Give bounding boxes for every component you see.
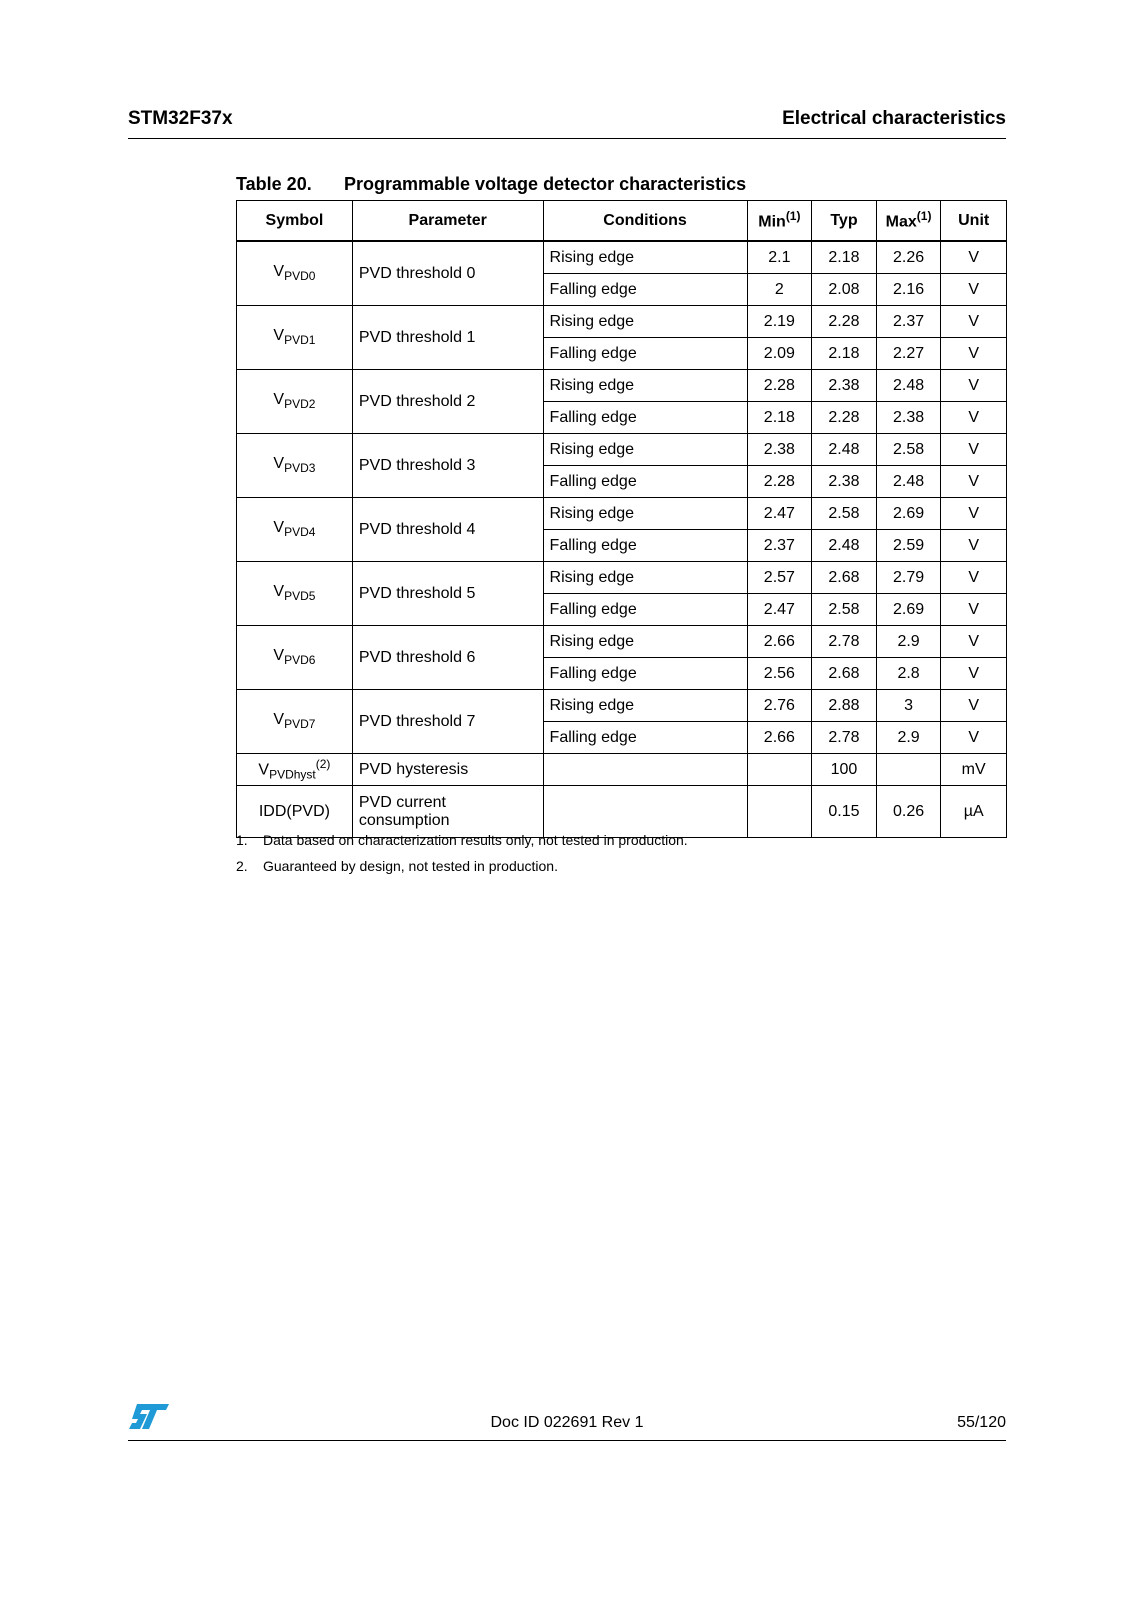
max-value: 0.26 bbox=[876, 786, 941, 838]
condition-cell: Falling edge bbox=[543, 402, 747, 434]
symbol-cell bbox=[237, 754, 353, 786]
unit-value: V bbox=[941, 370, 1007, 402]
col-header-unit: Unit bbox=[941, 201, 1007, 242]
min-value: 2.28 bbox=[747, 466, 812, 498]
typ-value: 2.48 bbox=[812, 530, 877, 562]
max-value bbox=[876, 754, 941, 786]
condition-cell: Falling edge bbox=[543, 274, 747, 306]
typ-value: 2.68 bbox=[812, 658, 877, 690]
unit-value: V bbox=[941, 530, 1007, 562]
symbol-cell bbox=[237, 434, 353, 498]
symbol-base: V bbox=[273, 455, 285, 473]
symbol-subscript: PVD2 bbox=[284, 397, 316, 412]
min-value: 2.66 bbox=[747, 722, 812, 754]
typ-value: 2.48 bbox=[812, 434, 877, 466]
condition-cell: Falling edge bbox=[543, 338, 747, 370]
col-header-conditions: Conditions bbox=[543, 201, 747, 242]
min-value: 2.19 bbox=[747, 306, 812, 338]
typ-value: 2.78 bbox=[812, 626, 877, 658]
page-header bbox=[128, 108, 1006, 139]
parameter-cell: PVD threshold 0 bbox=[352, 241, 543, 306]
parameter-cell: PVD threshold 1 bbox=[352, 306, 543, 370]
symbol-cell bbox=[237, 241, 353, 306]
table-body bbox=[237, 241, 1007, 838]
symbol-subscript: PVD6 bbox=[284, 653, 316, 668]
symbol-cell bbox=[237, 498, 353, 562]
condition-cell bbox=[543, 786, 747, 838]
page-number: 55/120 bbox=[957, 1414, 1006, 1431]
unit-value: V bbox=[941, 498, 1007, 530]
typ-value: 2.18 bbox=[812, 338, 877, 370]
condition-cell: Rising edge bbox=[543, 626, 747, 658]
table-row bbox=[237, 786, 1007, 838]
symbol-base: V bbox=[273, 647, 285, 665]
parameter-cell: PVD threshold 4 bbox=[352, 498, 543, 562]
symbol-base: V bbox=[273, 391, 285, 409]
footnote-2: 2. Guaranteed by design, not tested in production. bbox=[236, 858, 558, 874]
condition-cell: Rising edge bbox=[543, 434, 747, 466]
min-value: 2 bbox=[747, 274, 812, 306]
symbol-base: V bbox=[258, 761, 270, 779]
table-row bbox=[237, 690, 1007, 722]
page-footer bbox=[128, 1402, 1006, 1441]
parameter-cell: PVD threshold 3 bbox=[352, 434, 543, 498]
max-value: 2.9 bbox=[876, 626, 941, 658]
typ-value: 2.38 bbox=[812, 466, 877, 498]
table-row bbox=[237, 626, 1007, 658]
min-value: 2.18 bbox=[747, 402, 812, 434]
symbol-subscript: PVDhyst bbox=[269, 767, 316, 782]
symbol-base: V bbox=[273, 327, 285, 345]
typ-value: 2.58 bbox=[812, 594, 877, 626]
typ-value: 2.38 bbox=[812, 370, 877, 402]
min-value bbox=[747, 754, 812, 786]
symbol-base: V bbox=[273, 263, 285, 281]
max-value: 2.48 bbox=[876, 370, 941, 402]
unit-value: V bbox=[941, 338, 1007, 370]
condition-cell: Falling edge bbox=[543, 466, 747, 498]
footnote-ref: (2) bbox=[315, 757, 331, 772]
symbol-cell bbox=[237, 370, 353, 434]
min-value: 2.76 bbox=[747, 690, 812, 722]
symbol-subscript: PVD1 bbox=[284, 333, 316, 348]
symbol-base: V bbox=[273, 711, 285, 729]
unit-value: µA bbox=[941, 786, 1007, 838]
symbol-cell bbox=[237, 690, 353, 754]
typ-value: 2.88 bbox=[812, 690, 877, 722]
col-header-max: Max$^{(1)}$ bbox=[876, 201, 941, 242]
col-header-symbol: Symbol bbox=[237, 201, 353, 242]
condition-cell: Rising edge bbox=[543, 498, 747, 530]
symbol-cell bbox=[237, 306, 353, 370]
symbol-cell bbox=[237, 626, 353, 690]
condition-cell: Rising edge bbox=[543, 562, 747, 594]
unit-value: V bbox=[941, 241, 1007, 274]
typ-value: 2.68 bbox=[812, 562, 877, 594]
footnote-ref: (1) bbox=[916, 209, 932, 224]
max-value: 2.69 bbox=[876, 594, 941, 626]
condition-cell: Falling edge bbox=[543, 530, 747, 562]
typ-value: 2.28 bbox=[812, 306, 877, 338]
min-value: 2.47 bbox=[747, 498, 812, 530]
max-value: 2.27 bbox=[876, 338, 941, 370]
parameter-cell: PVD hysteresis bbox=[352, 754, 543, 786]
typ-value: 2.78 bbox=[812, 722, 877, 754]
max-value: 2.59 bbox=[876, 530, 941, 562]
min-value: 2.09 bbox=[747, 338, 812, 370]
symbol-base: V bbox=[273, 519, 285, 537]
parameter-cell: PVD threshold 6 bbox=[352, 626, 543, 690]
max-value: 2.58 bbox=[876, 434, 941, 466]
typ-value: 100 bbox=[812, 754, 877, 786]
unit-value: V bbox=[941, 626, 1007, 658]
condition-cell: Falling edge bbox=[543, 722, 747, 754]
max-value: 2.69 bbox=[876, 498, 941, 530]
max-value: 2.79 bbox=[876, 562, 941, 594]
min-value: 2.57 bbox=[747, 562, 812, 594]
footnote-ref: (1) bbox=[785, 209, 801, 224]
col-header-min: Min$^{(1)}$ bbox=[747, 201, 812, 242]
min-value bbox=[747, 786, 812, 838]
table-title: Programmable voltage detector characteristics bbox=[344, 174, 747, 194]
typ-value: 0.15 bbox=[812, 786, 877, 838]
typ-value: 2.58 bbox=[812, 498, 877, 530]
unit-value: V bbox=[941, 466, 1007, 498]
parameter-cell: PVD threshold 7 bbox=[352, 690, 543, 754]
table-row bbox=[237, 241, 1007, 274]
max-value: 2.48 bbox=[876, 466, 941, 498]
condition-cell bbox=[543, 754, 747, 786]
symbol-subscript: PVD4 bbox=[284, 525, 316, 540]
condition-cell: Rising edge bbox=[543, 241, 747, 274]
symbol-subscript: PVD7 bbox=[284, 717, 316, 732]
min-value: 2.37 bbox=[747, 530, 812, 562]
unit-value: mV bbox=[941, 754, 1007, 786]
min-value: 2.38 bbox=[747, 434, 812, 466]
unit-value: V bbox=[941, 402, 1007, 434]
unit-value: V bbox=[941, 722, 1007, 754]
symbol-base: V bbox=[273, 583, 285, 601]
unit-value: V bbox=[941, 594, 1007, 626]
max-value: 2.26 bbox=[876, 241, 941, 274]
condition-cell: Falling edge bbox=[543, 594, 747, 626]
typ-value: 2.08 bbox=[812, 274, 877, 306]
unit-value: V bbox=[941, 434, 1007, 466]
table-row bbox=[237, 370, 1007, 402]
footnote-1: 1. Data based on characterization results only, not tested in production. bbox=[236, 832, 688, 848]
condition-cell: Rising edge bbox=[543, 690, 747, 722]
min-value: 2.56 bbox=[747, 658, 812, 690]
max-value: 3 bbox=[876, 690, 941, 722]
max-value: 2.37 bbox=[876, 306, 941, 338]
max-value: 2.38 bbox=[876, 402, 941, 434]
table-row bbox=[237, 434, 1007, 466]
min-value: 2.47 bbox=[747, 594, 812, 626]
symbol-subscript: PVD3 bbox=[284, 461, 316, 476]
max-value: 2.9 bbox=[876, 722, 941, 754]
typ-value: 2.28 bbox=[812, 402, 877, 434]
min-value: 2.66 bbox=[747, 626, 812, 658]
symbol-subscript: PVD5 bbox=[284, 589, 316, 604]
symbol-cell: IDD(PVD) bbox=[237, 786, 353, 838]
col-header-typ: Typ bbox=[812, 201, 877, 242]
symbol-subscript: PVD0 bbox=[284, 269, 316, 284]
parameter-cell: PVD threshold 5 bbox=[352, 562, 543, 626]
unit-value: V bbox=[941, 562, 1007, 594]
unit-value: V bbox=[941, 306, 1007, 338]
max-value: 2.16 bbox=[876, 274, 941, 306]
col-header-parameter: Parameter bbox=[352, 201, 543, 242]
doc-id: Doc ID 022691 Rev 1 bbox=[490, 1414, 644, 1431]
parameter-cell: PVD current consumption bbox=[352, 786, 543, 838]
table-row bbox=[237, 754, 1007, 786]
symbol-cell bbox=[237, 562, 353, 626]
unit-value: V bbox=[941, 690, 1007, 722]
table-number: Table 20. bbox=[236, 174, 312, 194]
typ-value: 2.18 bbox=[812, 241, 877, 274]
min-value: 2.1 bbox=[747, 241, 812, 274]
table-header-row bbox=[237, 201, 1007, 242]
min-value: 2.28 bbox=[747, 370, 812, 402]
header-doc-title: STM32F37x bbox=[128, 108, 233, 129]
condition-cell: Rising edge bbox=[543, 306, 747, 338]
unit-value: V bbox=[941, 274, 1007, 306]
table-row bbox=[237, 306, 1007, 338]
parameter-cell: PVD threshold 2 bbox=[352, 370, 543, 434]
unit-value: V bbox=[941, 658, 1007, 690]
max-value: 2.8 bbox=[876, 658, 941, 690]
table-caption bbox=[236, 174, 746, 195]
header-section-title: Electrical characteristics bbox=[782, 108, 1006, 129]
condition-cell: Falling edge bbox=[543, 658, 747, 690]
condition-cell: Rising edge bbox=[543, 370, 747, 402]
table-row bbox=[237, 562, 1007, 594]
table-row bbox=[237, 498, 1007, 530]
pvd-characteristics-table bbox=[236, 200, 1007, 838]
